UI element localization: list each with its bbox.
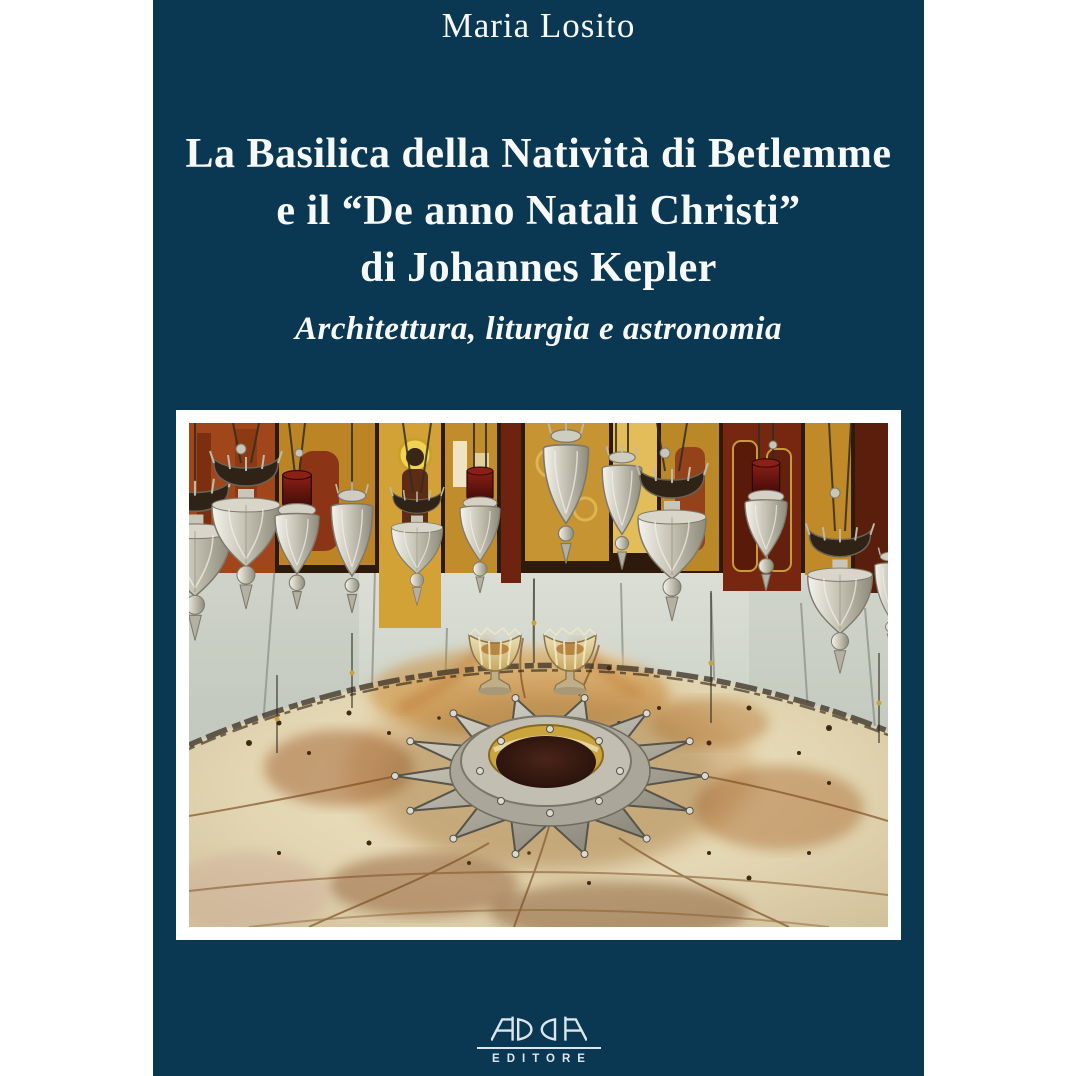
adda-logo-mark xyxy=(491,1014,587,1044)
cover-photo-frame xyxy=(176,410,901,940)
author-name: Maria Losito xyxy=(441,6,636,45)
title-block xyxy=(153,126,924,348)
publisher-subname: EDITORE xyxy=(492,1053,592,1065)
title-line-3: di Johannes Kepler xyxy=(360,245,717,291)
book-cover xyxy=(153,0,924,1076)
title-line-1: La Basilica della Natività di Betlemme xyxy=(185,131,892,177)
cover-photo-grotto-nativity xyxy=(189,423,888,927)
publisher-logo xyxy=(477,1014,601,1065)
logo-rule xyxy=(477,1047,601,1049)
title-line-2: e il “De anno Natali Christi” xyxy=(276,188,801,234)
subtitle: Architettura, liturgia e astronomia xyxy=(295,311,782,347)
